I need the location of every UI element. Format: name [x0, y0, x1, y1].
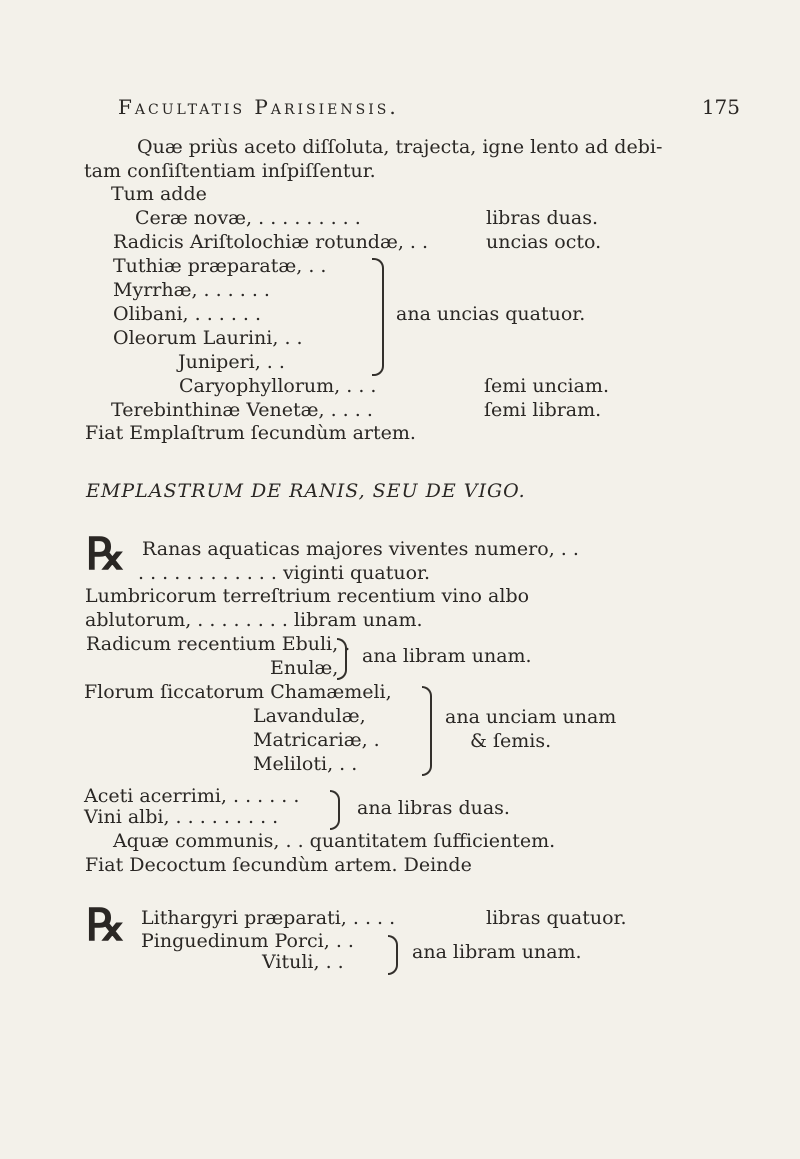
ingredient-name: Tuthiæ præparatæ, . .: [113, 255, 327, 277]
ingredient-name: Pinguedinum Porci, . .: [141, 930, 354, 952]
page-header: [118, 95, 740, 125]
group-quantity: ana libram unam.: [412, 941, 582, 963]
ingredient-name: Juniperi, . .: [178, 351, 285, 373]
group-quantity: ana libram unam.: [362, 645, 532, 667]
ingredient-name: Matricariæ, .: [253, 729, 380, 751]
ingredient-quantity: ſemi libram.: [484, 399, 602, 421]
ingredient-name: Ceræ novæ, . . . . . . . . .: [135, 207, 361, 229]
ingredient-quantity: libras duas.: [486, 207, 599, 229]
ingredient-name: Florum ſiccatorum Chamæmeli,: [84, 681, 392, 703]
ingredient-quantity: libras quatuor.: [486, 907, 627, 929]
ingredient-name: Oleorum Laurini, . .: [113, 327, 303, 349]
recipe-line: . . . . . . . . . . . . viginti quatuor.: [138, 562, 431, 584]
group-quantity: ana libras duas.: [357, 797, 510, 819]
ingredient-quantity: uncias octo.: [486, 231, 602, 253]
ingredient-name: Meliloti, . .: [253, 753, 358, 775]
ingredient-name: Enulæ,: [270, 657, 339, 679]
closing-line: Fiat Emplaſtrum ſecundùm artem.: [85, 422, 416, 444]
group-brace: [330, 790, 340, 830]
ingredient-name: Terebinthinæ Venetæ, . . . .: [111, 399, 373, 421]
ingredient-quantity: ſemi unciam.: [484, 375, 609, 397]
ingredient-name: Radicis Ariſtolochiæ rotundæ, . .: [113, 231, 429, 253]
closing-line: Fiat Decoctum ſecundùm artem. Deinde: [85, 854, 472, 876]
recipe-line: ablutorum, . . . . . . . . libram unam.: [85, 609, 423, 631]
group-quantity: & ſemis.: [470, 730, 552, 752]
ingredient-name: Lavandulæ,: [253, 705, 366, 727]
group-quantity: ana uncias quatuor.: [396, 303, 586, 325]
rx-symbol-icon: ℞: [86, 900, 126, 951]
group-brace: [337, 638, 347, 680]
intro-line-2: tam conſiſtentiam inſpiſſentur.: [84, 160, 376, 182]
tum-adde: Tum adde: [111, 183, 207, 205]
recipe-line: Lumbricorum terreſtrium recentium vino albo: [85, 585, 530, 607]
ingredient-name: Myrrhæ, . . . . . .: [113, 279, 270, 301]
ingredient-name: Lithargyri præparati, . . . .: [141, 907, 396, 929]
recipe-line: Aquæ communis, . . quantitatem ſufficientem.: [113, 830, 556, 852]
section-heading: EMPLASTRUM DE RANIS, SEU DE VIGO.: [86, 480, 526, 502]
group-brace: [422, 686, 432, 776]
page-number: 175: [701, 95, 740, 119]
group-brace: [388, 935, 398, 975]
ingredient-name: Vini albi, . . . . . . . . .: [84, 806, 279, 828]
running-title: Facultatis Parisiensis.: [118, 95, 399, 119]
rx-symbol-icon: ℞: [86, 529, 126, 580]
ingredient-name: Vituli, . .: [262, 951, 344, 973]
recipe-line: Ranas aquaticas majores viventes numero, . .: [142, 538, 579, 560]
ingredient-name: Caryophyllorum, . . .: [179, 375, 377, 397]
ingredient-name: Radicum recentium Ebuli, .: [86, 633, 351, 655]
ingredient-name: Aceti acerrimi, . . . . . .: [84, 785, 300, 807]
group-quantity: ana unciam unam: [445, 706, 617, 728]
intro-line-1: Quæ priùs aceto diſſoluta, trajecta, igne lento ad debi-: [137, 136, 663, 158]
ingredient-name: Olibani, . . . . . .: [113, 303, 262, 325]
group-brace: [372, 258, 384, 376]
